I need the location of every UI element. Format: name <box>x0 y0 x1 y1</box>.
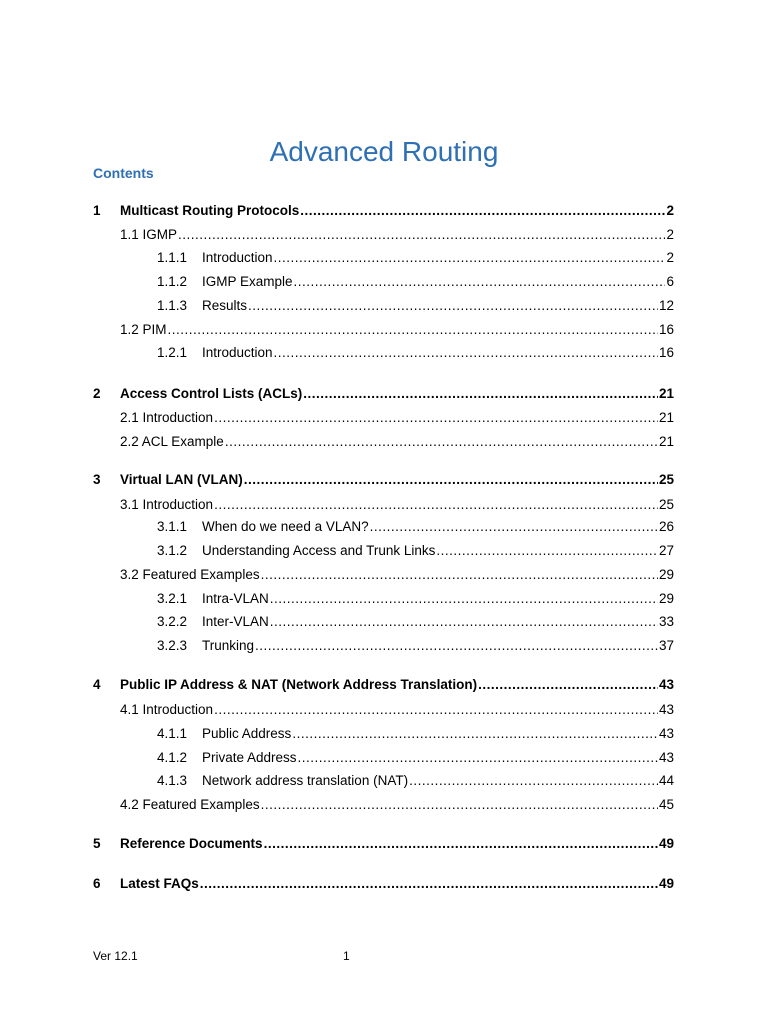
toc-entry-number: 3.1.2 <box>157 543 188 558</box>
toc-entry-page: 25 <box>658 497 674 512</box>
toc-dot-leader <box>244 470 658 490</box>
toc-dot-leader <box>178 225 665 245</box>
toc-entry[interactable] <box>120 225 674 245</box>
toc-entry-number: 4.1.1 <box>157 726 188 741</box>
toc-dot-leader <box>200 874 658 894</box>
toc-entry[interactable] <box>157 541 674 561</box>
toc-entry[interactable] <box>93 834 674 854</box>
contents-heading: Contents <box>93 165 154 181</box>
toc-entry[interactable] <box>157 636 674 656</box>
toc-dot-leader <box>225 432 658 452</box>
toc-entry[interactable] <box>93 384 674 404</box>
toc-dot-leader <box>214 408 658 428</box>
toc-entry-title: 1.1 IGMP <box>120 227 178 242</box>
toc-entry-number: 2 <box>93 386 101 401</box>
toc-entry-title: Intra-VLAN <box>202 591 269 606</box>
toc-dot-leader <box>274 248 666 268</box>
toc-entry-page: 16 <box>658 345 674 360</box>
toc-entry-title: Public Address <box>202 726 292 741</box>
toc-dot-leader <box>270 612 658 632</box>
toc-entry-number: 4.1.3 <box>157 773 188 788</box>
toc-entry-page: 21 <box>658 386 674 401</box>
toc-entry-page: 2 <box>666 203 674 218</box>
toc-entry[interactable] <box>120 700 674 720</box>
toc-dot-leader <box>214 495 658 515</box>
toc-entry-number: 3.2.2 <box>157 614 188 629</box>
toc-entry-title: Public IP Address & NAT (Network Address Translation) <box>120 677 478 692</box>
toc-entry[interactable] <box>93 675 674 695</box>
toc-entry-title: 2.1 Introduction <box>120 410 214 425</box>
toc-entry-page: 16 <box>658 322 674 337</box>
toc-entry-page: 44 <box>658 773 674 788</box>
toc-entry-page: 43 <box>658 726 674 741</box>
toc-entry-page: 21 <box>658 434 674 449</box>
toc-entry-page: 49 <box>658 836 674 851</box>
toc-entry-title: 4.1 Introduction <box>120 702 214 717</box>
toc-dot-leader <box>409 771 658 791</box>
toc-entry-page: 21 <box>658 410 674 425</box>
toc-entry-title: Reference Documents <box>120 836 263 851</box>
toc-entry-title: When do we need a VLAN? <box>202 519 369 534</box>
toc-entry-title: Introduction <box>202 250 273 265</box>
toc-dot-leader <box>294 272 666 292</box>
toc-entry-number: 1.1.3 <box>157 298 188 313</box>
toc-entry[interactable] <box>157 343 674 363</box>
toc-entry[interactable] <box>157 771 674 791</box>
toc-entry[interactable] <box>157 517 674 537</box>
toc-entry[interactable] <box>157 589 674 609</box>
toc-entry-page: 37 <box>658 638 674 653</box>
toc-dot-leader <box>261 795 658 815</box>
toc-entry-page: 43 <box>658 702 674 717</box>
toc-entry-page: 43 <box>658 677 674 692</box>
toc-dot-leader <box>255 636 658 656</box>
toc-entry[interactable] <box>120 408 674 428</box>
toc-entry[interactable] <box>157 612 674 632</box>
toc-entry[interactable] <box>120 432 674 452</box>
toc-entry-page: 29 <box>658 567 674 582</box>
toc-dot-leader <box>298 748 658 768</box>
toc-entry-page: 29 <box>658 591 674 606</box>
toc-entry-page: 45 <box>658 797 674 812</box>
toc-entry[interactable] <box>157 748 674 768</box>
toc-entry-title: 2.2 ACL Example <box>120 434 224 449</box>
toc-entry-title: IGMP Example <box>202 274 293 289</box>
toc-dot-leader <box>303 384 658 404</box>
toc-entry-number: 1.1.2 <box>157 274 188 289</box>
toc-entry-number: 3 <box>93 472 101 487</box>
toc-entry-page: 2 <box>666 250 674 265</box>
toc-entry[interactable] <box>93 201 674 221</box>
toc-entry-number: 1.2.1 <box>157 345 188 360</box>
toc-dot-leader <box>292 724 658 744</box>
toc-dot-leader <box>264 834 658 854</box>
toc-entry-number: 4.1.2 <box>157 750 188 765</box>
toc-entry-page: 26 <box>658 519 674 534</box>
toc-entry-title: 3.2 Featured Examples <box>120 567 260 582</box>
toc-dot-leader <box>168 320 658 340</box>
toc-entry-title: Understanding Access and Trunk Links <box>202 543 436 558</box>
toc-entry-title: Results <box>202 298 248 313</box>
toc-entry-number: 3.2.1 <box>157 591 188 606</box>
toc-entry[interactable] <box>93 874 674 894</box>
toc-entry-title: Latest FAQs <box>120 876 199 891</box>
footer-page-number: 1 <box>343 949 350 963</box>
toc-dot-leader <box>370 517 658 537</box>
toc-entry-title: 3.1 Introduction <box>120 497 214 512</box>
toc-entry-title: Access Control Lists (ACLs) <box>120 386 303 401</box>
toc-entry-number: 3.1.1 <box>157 519 188 534</box>
toc-entry-title: 4.2 Featured Examples <box>120 797 260 812</box>
toc-entry-title: Virtual LAN (VLAN) <box>120 472 243 487</box>
toc-entry[interactable] <box>120 565 674 585</box>
toc-entry-page: 12 <box>658 298 674 313</box>
toc-dot-leader <box>214 700 658 720</box>
toc-entry-page: 6 <box>666 274 674 289</box>
toc-entry-title: Private Address <box>202 750 297 765</box>
toc-entry-number: 3.2.3 <box>157 638 188 653</box>
toc-entry-number: 5 <box>93 836 101 851</box>
toc-entry-title: Network address translation (NAT) <box>202 773 409 788</box>
toc-entry[interactable] <box>93 470 674 490</box>
toc-entry-number: 1 <box>93 203 101 218</box>
toc-entry-page: 25 <box>658 472 674 487</box>
toc-dot-leader <box>274 343 658 363</box>
toc-entry[interactable] <box>120 495 674 515</box>
footer-version: Ver 12.1 <box>93 949 138 963</box>
toc-dot-leader <box>478 675 658 695</box>
toc-dot-leader <box>270 589 658 609</box>
toc-entry-page: 43 <box>658 750 674 765</box>
toc-entry-page: 49 <box>658 876 674 891</box>
document-title: Advanced Routing <box>269 135 499 167</box>
toc-entry[interactable] <box>157 272 674 292</box>
toc-entry-number: 6 <box>93 876 101 891</box>
toc-entry-page: 27 <box>658 543 674 558</box>
toc-entry[interactable] <box>120 795 674 815</box>
toc-entry[interactable] <box>157 296 674 316</box>
toc-entry-page: 2 <box>666 227 674 242</box>
toc-entry-title: 1.2 PIM <box>120 322 167 337</box>
toc-entry[interactable] <box>157 724 674 744</box>
toc-entry-title: Trunking <box>202 638 255 653</box>
toc-entry-title: Introduction <box>202 345 273 360</box>
toc-entry-page: 33 <box>658 614 674 629</box>
toc-entry[interactable] <box>157 248 674 268</box>
toc-entry-title: Inter-VLAN <box>202 614 269 629</box>
toc-dot-leader <box>436 541 658 561</box>
toc-dot-leader <box>248 296 658 316</box>
toc-dot-leader <box>300 201 665 221</box>
toc-entry[interactable] <box>120 320 674 340</box>
toc-entry-title: Multicast Routing Protocols <box>120 203 300 218</box>
toc-entry-number: 4 <box>93 677 101 692</box>
toc-entry-number: 1.1.1 <box>157 250 188 265</box>
toc-dot-leader <box>261 565 658 585</box>
